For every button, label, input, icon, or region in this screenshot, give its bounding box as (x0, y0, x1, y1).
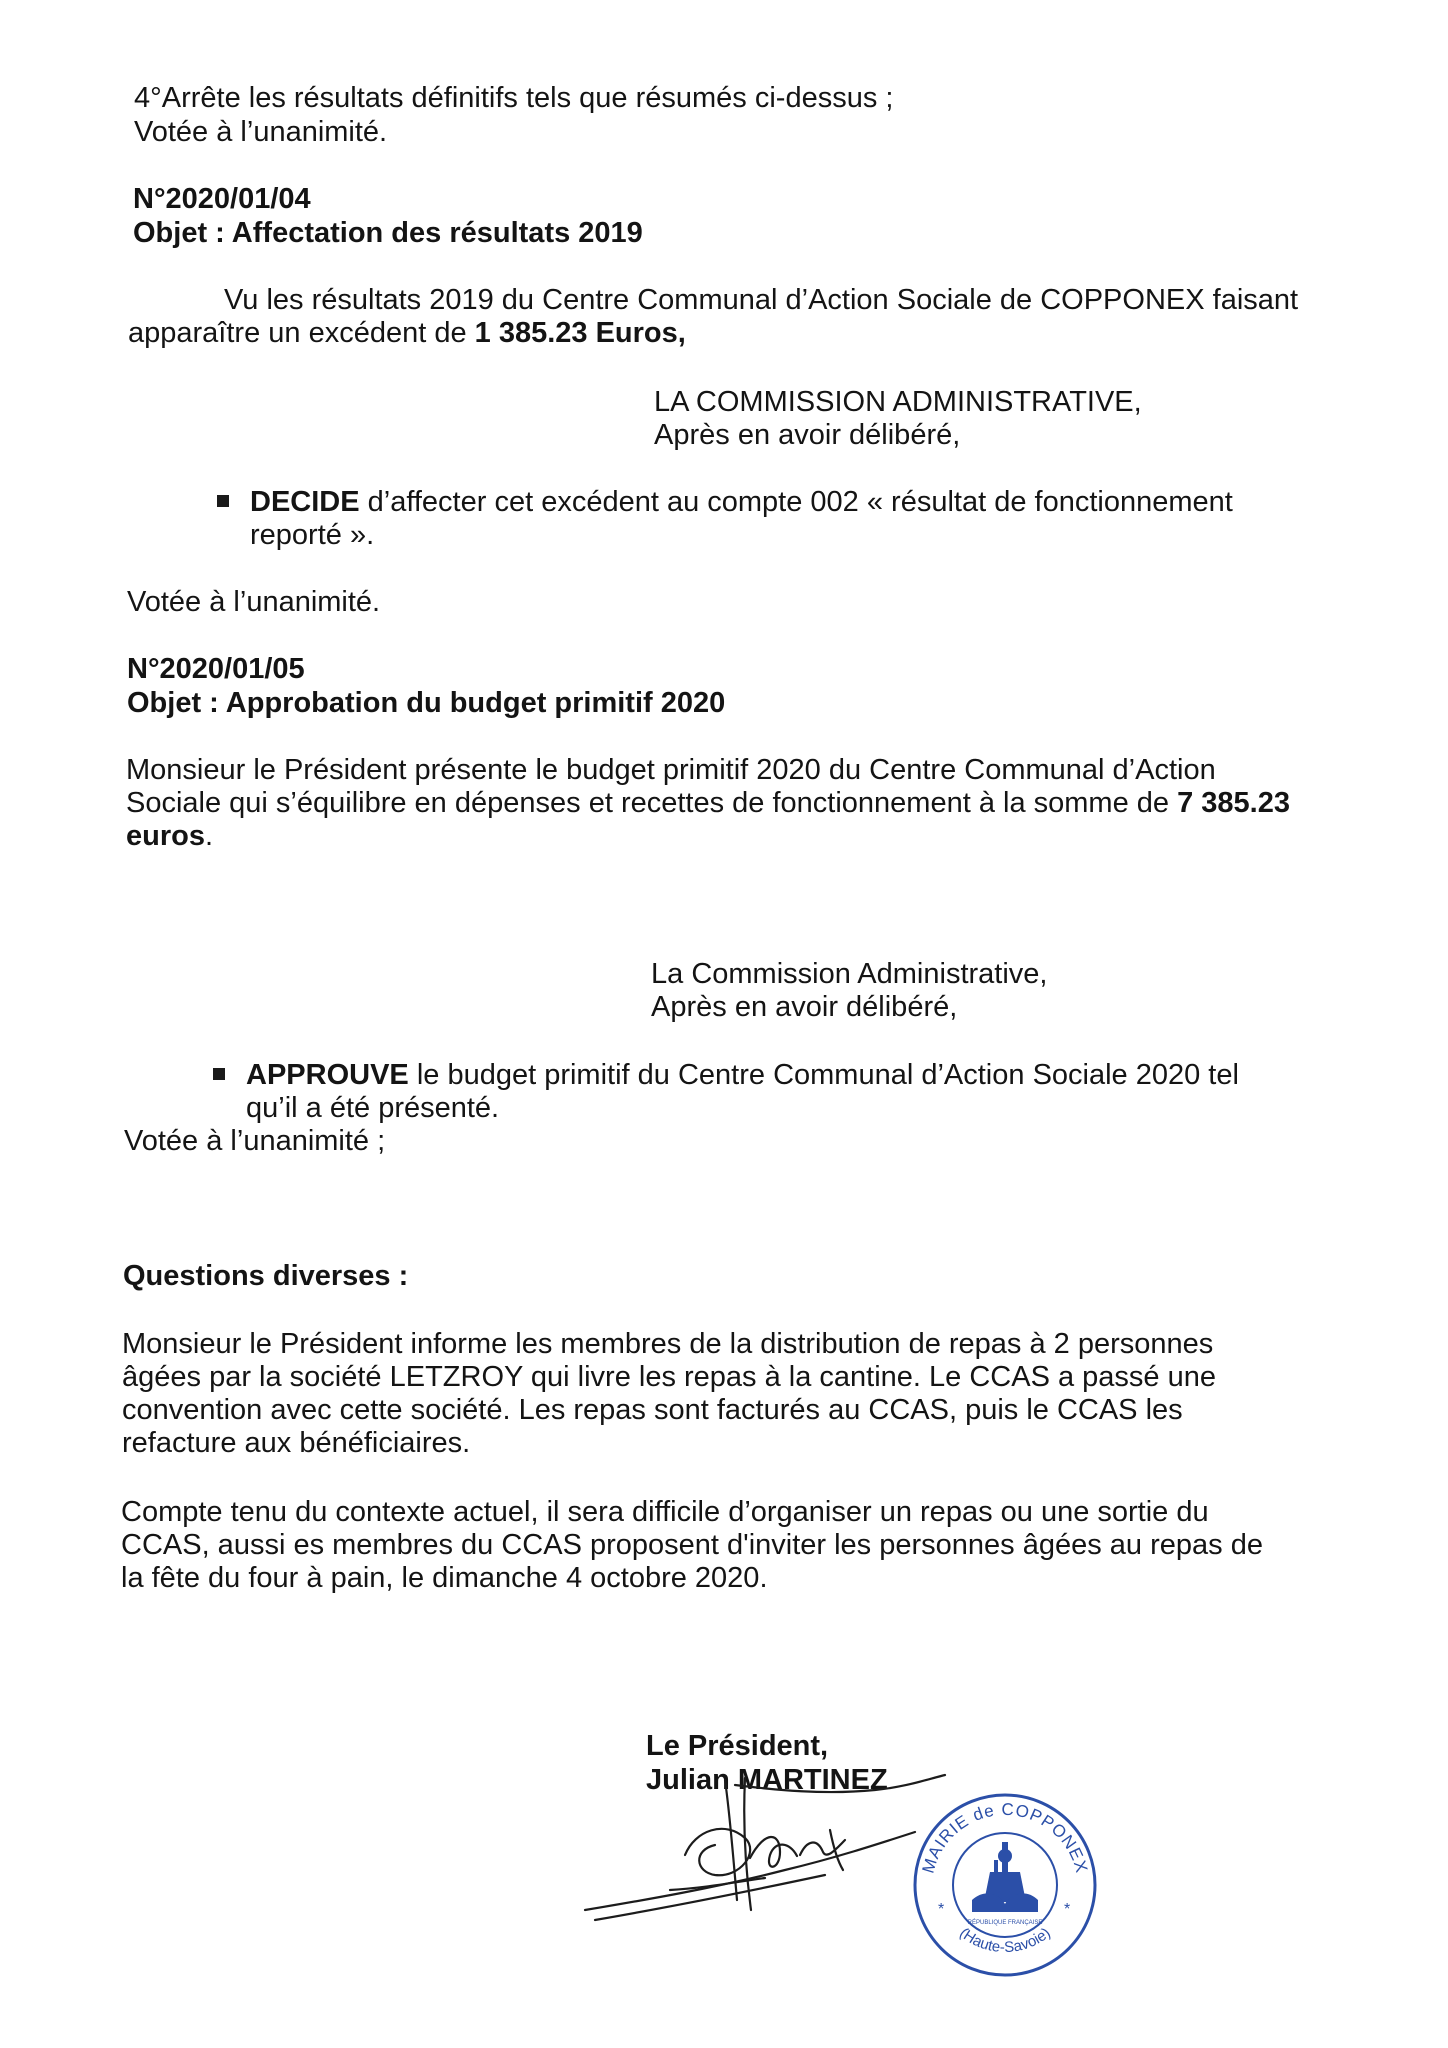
signatory-title: Le Président, (646, 1730, 829, 1762)
deliberation-05-objet: Objet : Approbation du budget primitif 2020 (127, 687, 726, 719)
bullet-square-icon (213, 1068, 225, 1080)
excedent-amount: 1 385.23 Euros, (474, 317, 686, 349)
questions-para2-line: Compte tenu du contexte actuel, il sera difficile d’organiser un repas ou une sortie du (121, 1496, 1209, 1528)
decision-04-line-2: reporté ». (250, 519, 375, 551)
deliberation-05-paragraph-line-1: Monsieur le Président présente le budget primitif 2020 du Centre Communal d’Action (126, 754, 1216, 786)
decision-05-line-1: APPROUVE le budget primitif du Centre Communal d’Action Sociale 2020 tel (246, 1059, 1239, 1091)
deliberation-04-paragraph-line-1: Vu les résultats 2019 du Centre Communal d’Action Sociale de COPPONEX faisant (224, 284, 1299, 316)
questions-para2-line: la fête du four à pain, le dimanche 4 octobre 2020. (121, 1562, 768, 1594)
decision-05-line-2: qu’il a été présenté. (246, 1092, 500, 1124)
questions-para1-line: âgées par la société LETZROY qui livre les repas à la cantine. Le CCAS a passé une (122, 1361, 1216, 1393)
decision-keyword: DECIDE (250, 486, 360, 518)
questions-para2-line: CCAS, aussi es membres du CCAS proposent d'inviter les personnes âgées au repas de (121, 1529, 1263, 1561)
signatory-name: Julian MARTINEZ (646, 1764, 888, 1796)
questions-para1-line: convention avec cette société. Les repas sont facturés au CCAS, puis le CCAS les (122, 1394, 1183, 1426)
deliberation-04-number: N°2020/01/04 (133, 183, 311, 215)
handwritten-signature (575, 1760, 955, 1930)
decision-keyword: APPROUVE (246, 1059, 409, 1091)
deliberation-04-paragraph-line-2: apparaître un excédent de 1 385.23 Euros, (128, 317, 686, 349)
bullet-square-icon (217, 495, 229, 507)
commission-heading-04: LA COMMISSION ADMINISTRATIVE, (654, 386, 1142, 418)
intro-line-1: 4°Arrête les résultats définitifs tels que résumés ci-dessus ; (134, 82, 894, 114)
deliberation-04-vote: Votée à l’unanimité. (127, 586, 381, 618)
mairie-seal-stamp (910, 1790, 1100, 1980)
intro-vote: Votée à l’unanimité. (134, 116, 388, 148)
svg-text:*: * (1064, 1901, 1071, 1918)
questions-para1-line: refacture aux bénéficiaires. (122, 1427, 471, 1459)
commission-deliberated-04: Après en avoir délibéré, (654, 419, 961, 451)
commission-heading-05: La Commission Administrative, (651, 958, 1048, 990)
svg-text:RÉPUBLIQUE FRANÇAISE: RÉPUBLIQUE FRANÇAISE (967, 1920, 1043, 1926)
questions-para1-line: Monsieur le Président informe les membres de la distribution de repas à 2 personnes (122, 1328, 1214, 1360)
deliberation-05-paragraph-line-3: euros. (126, 820, 214, 852)
svg-text:MAIRIE de COPPONEX: MAIRIE de COPPONEX (918, 1799, 1092, 1876)
marianne-emblem-icon (972, 1842, 1038, 1912)
svg-text:(Haute-Savoie): (Haute-Savoie) (956, 1924, 1054, 1957)
deliberation-05-paragraph-line-2: Sociale qui s’équilibre en dépenses et recettes de fonctionnement à la somme de 7 385.23 (126, 787, 1290, 819)
deliberation-04-objet: Objet : Affectation des résultats 2019 (133, 217, 643, 249)
deliberation-05-number: N°2020/01/05 (127, 653, 305, 685)
svg-text:*: * (938, 1901, 945, 1918)
budget-amount: 7 385.23 (1177, 787, 1290, 819)
decision-04-line-1: DECIDE d’affecter cet excédent au compte 002 « résultat de fonctionnement (250, 486, 1233, 518)
commission-deliberated-05: Après en avoir délibéré, (651, 991, 958, 1023)
deliberation-05-vote: Votée à l’unanimité ; (124, 1125, 386, 1157)
questions-heading: Questions diverses : (123, 1260, 409, 1292)
